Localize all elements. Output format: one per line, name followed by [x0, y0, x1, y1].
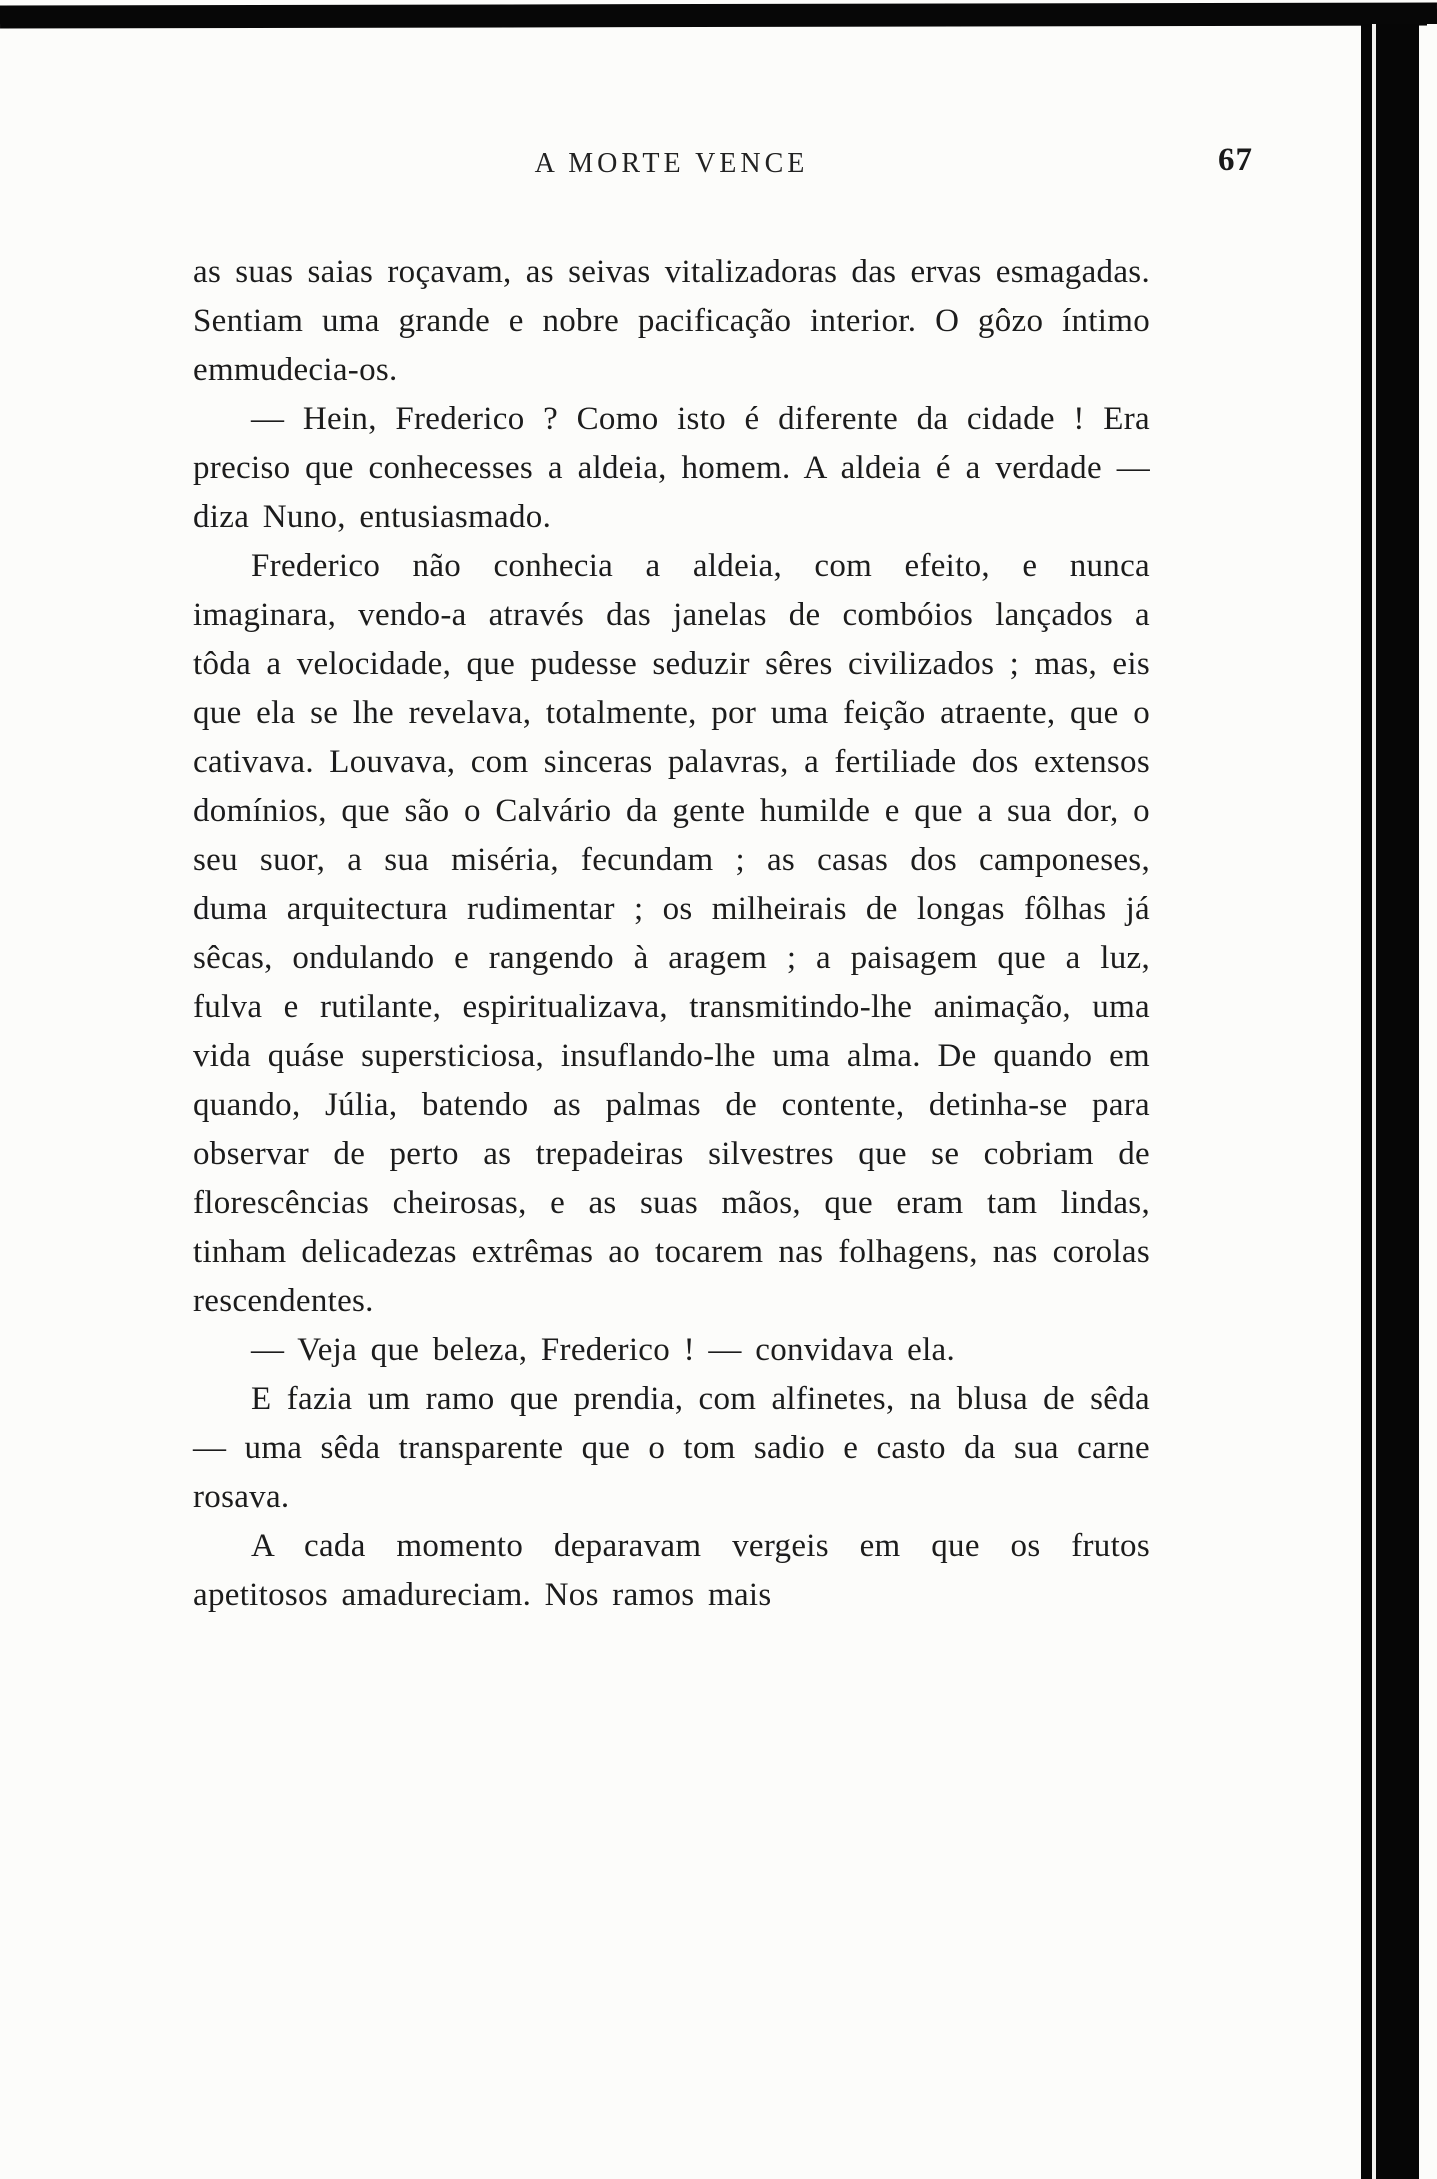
paragraph-2: — Hein, Frederico ? Como isto é diferente da cidade ! Era preciso que conhecesses a aldeia, homem. A aldeia é a verdade — diza Nuno, entusiasmado. [193, 401, 1150, 535]
paragraph-1: as suas saias roçavam, as seivas vitalizadoras das ervas esmagadas. Sentiam uma grande e nobre pacificação interior. O gôzo íntimo emmudecia-os. [193, 254, 1150, 388]
paragraph-5: E fazia um ramo que prendia, com alfinetes, na blusa de sêda — uma sêda transparente que o tom sadio e casto da sua carne rosava. [193, 1381, 1150, 1515]
paragraph-6: A cada momento deparavam vergeis em que os frutos apetitosos amadureciam. Nos ramos mais [193, 1528, 1150, 1613]
scan-edge-right [1361, 24, 1419, 2179]
paragraph-3: Frederico não conhecia a aldeia, com efeito, e nunca imaginara, vendo-a através das janelas de combóios lançados a tôda a velocidade, que pudesse seduzir sêres civilizados ; mas, eis que ela se lhe revelava, totalmente, por uma feição atraente, que o cativava. Louvava, com sinceras palavras, a fertiliade dos extensos domínios, que são o Calvário da gente humilde e que a sua dor, o seu suor, a sua miséria, fecundam ; as casas dos camponeses, duma arquitectura rudimentar ; os milheirais de longas fôlhas já sêcas, ondulando e rangendo à aragem ; a paisagem que a luz, fulva e rutilante, espiritualizava, transmitindo-lhe animação, uma vida quáse supersticiosa, insuflando-lhe uma alma. De quando em quando, Júlia, batendo as palmas de contente, detinha-se para observar de perto as trepadeiras silvestres que se cobriam de florescências cheirosas, e as suas mãos, que eram tam lindas, tinham delicadezas extrêmas ao tocarem nas folhagens, nas corolas rescendentes. [193, 548, 1150, 1319]
body-text [193, 248, 1150, 1620]
paragraph-4: — Veja que beleza, Frederico ! — convidava ela. [251, 1332, 956, 1368]
scan-edge-top [0, 2, 1437, 28]
page-number: 67 [1218, 142, 1253, 178]
scan-gutter-line [1372, 24, 1376, 2179]
scan-edge-right-margin [1427, 24, 1437, 2179]
running-title: A MORTE VENCE [534, 148, 809, 179]
